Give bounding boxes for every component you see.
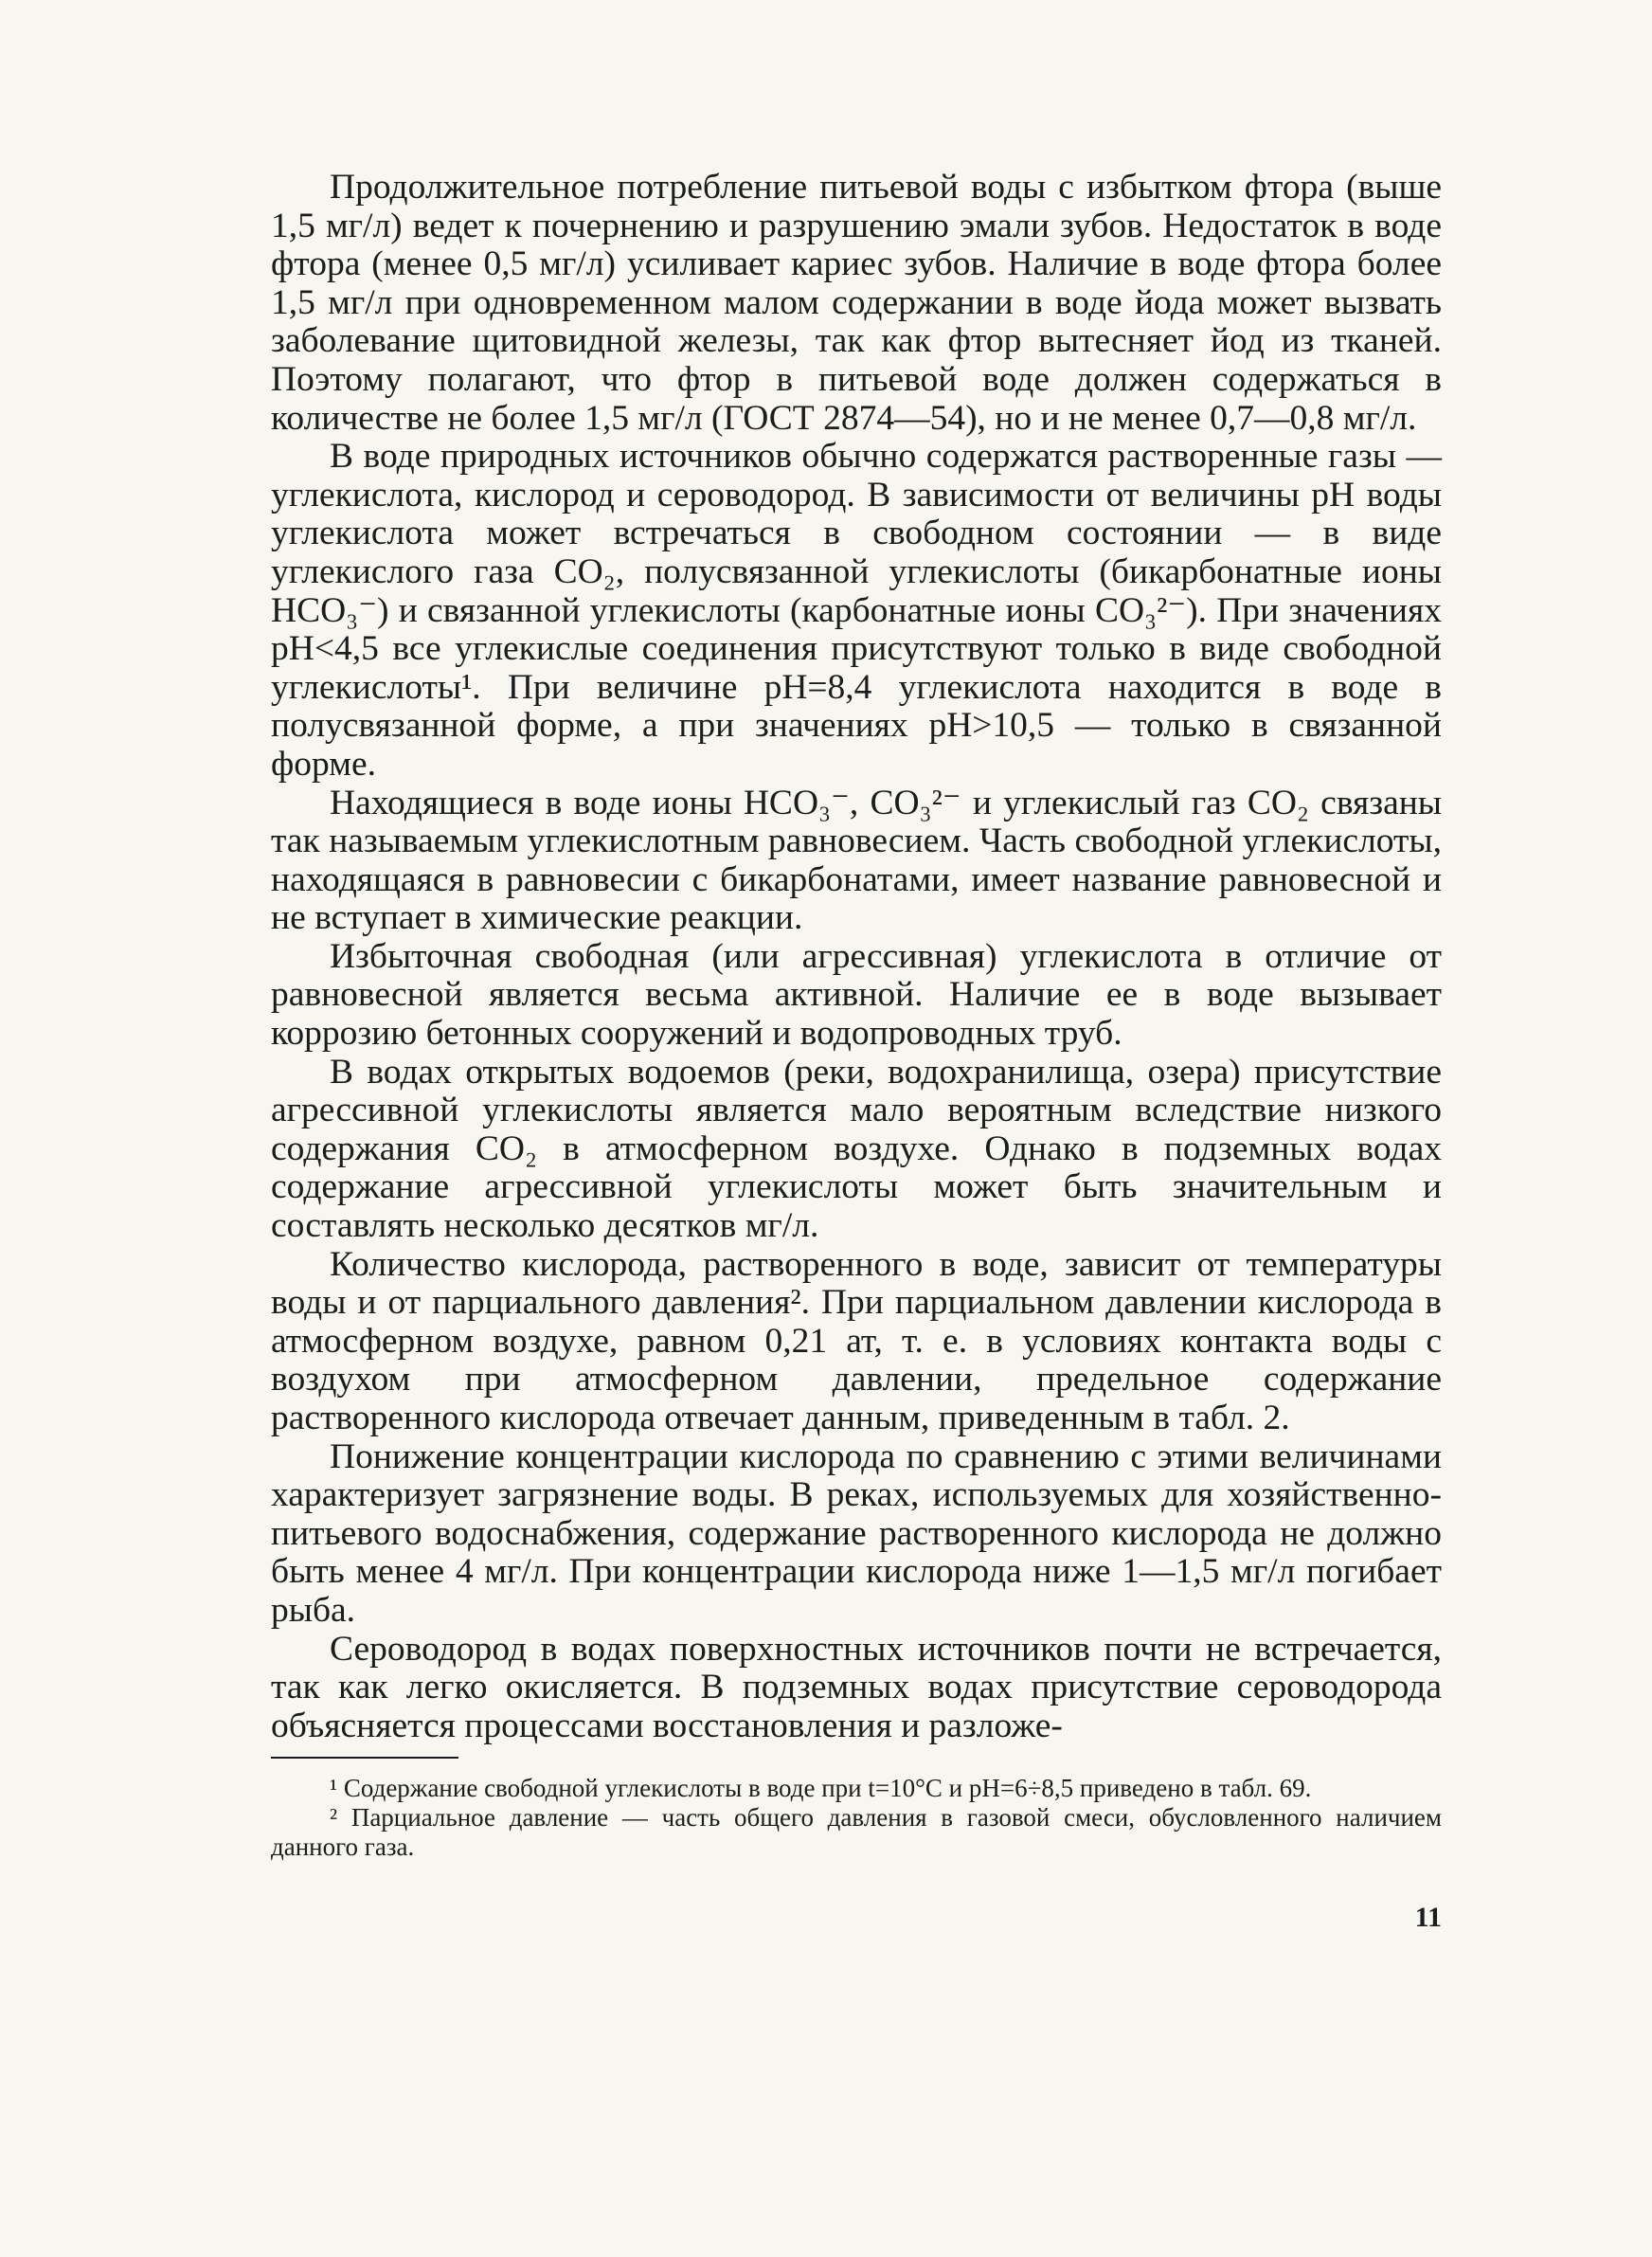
paragraph-hydrogen-sulfide: Сероводород в водах поверхностных источников почти не встречается, так как легко окисляется. В подземных водах присутствие сероводорода объясняется процессами восстановления и разложе- — [271, 1629, 1442, 1745]
footnote-2: ² Парциальное давление — часть общего давления в газовой смеси, обусловленного наличием данного газа. — [271, 1803, 1442, 1862]
footnote-1: ¹ Содержание свободной углекислоты в воде при t=10°C и pH=6÷8,5 приведено в табл. 69. — [330, 1774, 1312, 1803]
paragraph-oxygen-content: Количество кислорода, растворенного в воде, зависит от температуры воды и от парциального давления². При парциальном давлении кислорода в атмосферном воздухе, равном 0,21 ат, т. е. в условиях контакта воды с воздухом при атмосферном давлении, предельное содержание растворенного кислорода отвечает данным, приведенным в табл. 2. — [271, 1244, 1442, 1437]
footnote-divider — [271, 1757, 458, 1759]
main-text — [271, 169, 1442, 1745]
paragraph-aggressive-co2: Избыточная свободная (или агрессивная) углекислота в отличие от равновесной является весьма активной. Наличие ее в воде вызывает коррозию бетонных сооружений и водопроводных труб. — [271, 936, 1442, 1054]
page-number: 11 — [1414, 1902, 1442, 1934]
paragraph-open-reservoirs: В водах открытых водоемов (реки, водохранилища, озера) присутствие агрессивной углекислоты является мало вероятным вследствие низкого содержания CO₂ в атмосферном воздухе. Однако в подземных водах содержание агрессивной углекислоты может быть значительным и составлять несколько десятков мг/л. — [271, 1052, 1442, 1246]
paragraph-carbonic-equilibrium: Находящиеся в воде ионы HCO₃⁻, CO₃²⁻ и углекислый газ CO₂ связаны так называемым углекислотным равновесием. Часть свободной углекислоты, находящаяся в равновесии с бикарбонатами, имеет название равновесной и не вступает в химические реакции. — [271, 783, 1442, 938]
book-page — [271, 169, 1442, 1934]
paragraph-fluoride: Продолжительное потребление питьевой воды с избытком фтора (выше 1,5 мг/л) ведет к почернению и разрушению эмали зубов. Недостаток в воде фтора (менее 0,5 мг/л) усиливает кариес зубов. Наличие в воде фтора более 1,5 мг/л при одновременном малом содержании в воде йода может вызвать заболевание щитовидной железы, так как фтор вытесняет йод из тканей. Поэтому полагают, что фтор в питьевой воде должен содержаться в количестве не более 1,5 мг/л (ГОСТ 2874—54), но и не менее 0,7—0,8 мг/л. — [271, 168, 1442, 438]
paragraph-oxygen-pollution: Понижение концентрации кислорода по сравнению с этими величинами характеризует загрязнение воды. В реках, используемых для хозяйственно-питьевого водоснабжения, содержание растворенного кислорода не должно быть менее 4 мг/л. При концентрации кислорода ниже 1—1,5 мг/л погибает рыба. — [271, 1436, 1442, 1630]
footnotes — [271, 1774, 1442, 1862]
paragraph-dissolved-gases: В воде природных источников обычно содержатся растворенные газы — углекислота, кислород и сероводород. В зависимости от величины pH воды углекислота может встречаться в свободном состоянии — в виде углекислого газа CO₂, полусвязанной углекислоты (бикарбонатные ионы HCO₃⁻) и связанной углекислоты (карбонатные ионы CO₃²⁻). При значениях pH<4,5 все углекислые соединения присутствуют только в виде свободной углекислоты¹. При величине pH=8,4 углекислота находится в воде в полусвязанной форме, а при значениях pH>10,5 — только в связанной форме. — [271, 437, 1442, 784]
